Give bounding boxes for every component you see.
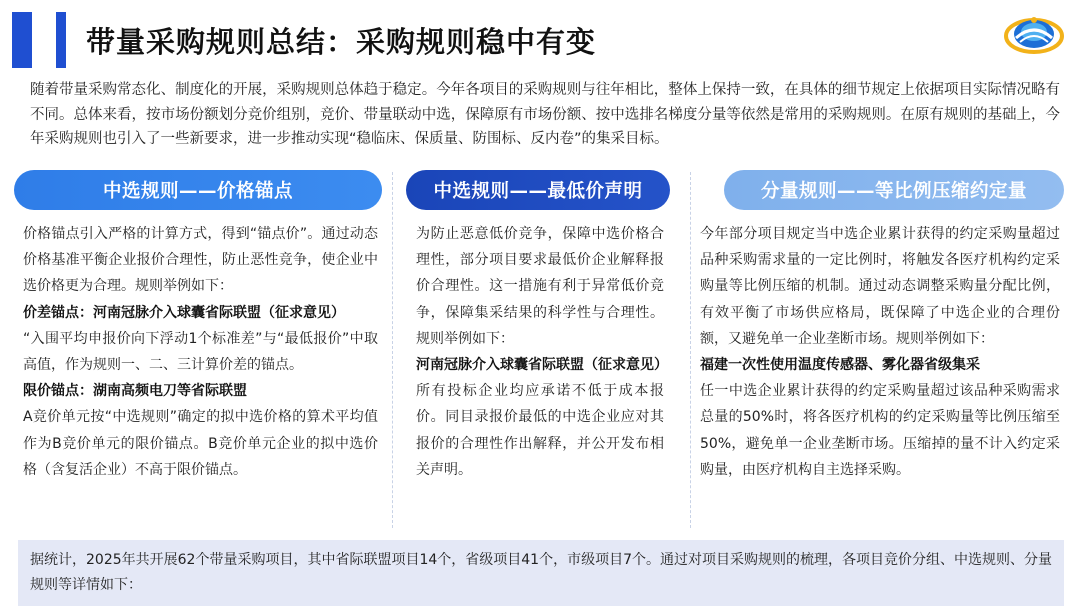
title-accent-bar-thin xyxy=(56,12,66,68)
intro-paragraph: 随着带量采购常态化、制度化的开展，采购规则总体趋于稳定。今年各项目的采购规则与往年相比，整体上保持一致，在具体的细节规定上依据项目实际情况略有不同。总体来看，按市场份额划分竞价组别，竞价、带量联动中选，保障原有市场份额、按中选排名梯度分量等依然是常用的采购规则。在原有规则的基础上，今年采购规则也引入了一些新要求，进一步推动实现“稳临床、保质量、防围标、反内卷”的集采目标。 xyxy=(30,82,1060,147)
column-divider xyxy=(392,172,393,528)
column-divider xyxy=(690,172,691,528)
summary-footer: 据统计，2025年共开展62个带量采购项目，其中省际联盟项目14个，省级项目41个，市级项目7个。通过对项目采购规则的梳理，各项目竞价分组、中选规则、分量规则等详情如下： xyxy=(18,540,1064,606)
column-body xyxy=(14,221,382,483)
column-example-title: 价差锚点：河南冠脉介入球囊省际联盟（征求意见） xyxy=(23,304,345,321)
column-paragraph: 任一中选企业累计获得的约定采购量超过该品种采购需求总量的50%时，将各医疗机构的约定采购量等比例压缩至50%，避免单一企业垄断市场。压缩掉的量不计入约定采购量，由医疗机构自主选择采购。 xyxy=(700,383,1060,478)
rule-column-lowest-price xyxy=(406,170,670,483)
column-example-title: 福建一次性使用温度传感器、雾化器省级集采 xyxy=(700,357,980,374)
column-body xyxy=(700,221,1062,483)
column-heading: 中选规则——价格锚点 xyxy=(14,170,382,210)
column-paragraph: 为防止恶意低价竞争，保障中选价格合理性，部分项目要求最低价企业解释报价合理性。这一措施有利于异常低价竞争，保障集采结果的科学性与合理性。规则举例如下： xyxy=(416,226,664,347)
rule-column-price-anchor xyxy=(14,170,382,483)
page-title: 带量采购规则总结：采购规则稳中有变 xyxy=(86,25,597,59)
column-paragraph: 价格锚点引入严格的计算方式，得到“锚点价”。通过动态价格基准平衡企业报价合理性，防止恶性竞争，使企业中选价格更为合理。规则举例如下： xyxy=(23,226,378,295)
title-accent-bar xyxy=(12,12,32,68)
column-heading: 分量规则——等比例压缩约定量 xyxy=(724,170,1064,210)
column-paragraph: “入围平均申报价向下浮动1个标准差”与“最低报价”中取高值，作为规则一、二、三计算价差的锚点。 xyxy=(23,330,378,374)
column-example-title: 河南冠脉介入球囊省际联盟（征求意见） xyxy=(416,357,668,374)
column-example-title: 限价锚点：湖南高频电刀等省际联盟 xyxy=(23,383,247,400)
logo-icon xyxy=(1002,8,1066,60)
column-body xyxy=(406,221,670,483)
column-paragraph: 所有投标企业均应承诺不低于成本报价。同目录报价最低的中选企业应对其报价的合理性作出解释，并公开发布相关声明。 xyxy=(416,383,664,478)
column-paragraph: 今年部分项目规定当中选企业累计获得的约定采购量超过品种采购需求量的一定比例时，将触发各医疗机构约定采购量等比例压缩的机制。通过动态调整采购量分配比例，有效平衡了市场供应格局，既保障了中选企业的合理份额，又避免单一企业垄断市场。规则举例如下： xyxy=(700,226,1060,347)
rule-column-volume-compression xyxy=(700,170,1064,483)
column-paragraph: A竞价单元按“中选规则”确定的拟中选价格的算术平均值作为B竞价单元的限价锚点。B竞价单元企业的拟中选价格（含复活企业）不高于限价锚点。 xyxy=(23,409,378,478)
column-heading: 中选规则——最低价声明 xyxy=(406,170,670,210)
